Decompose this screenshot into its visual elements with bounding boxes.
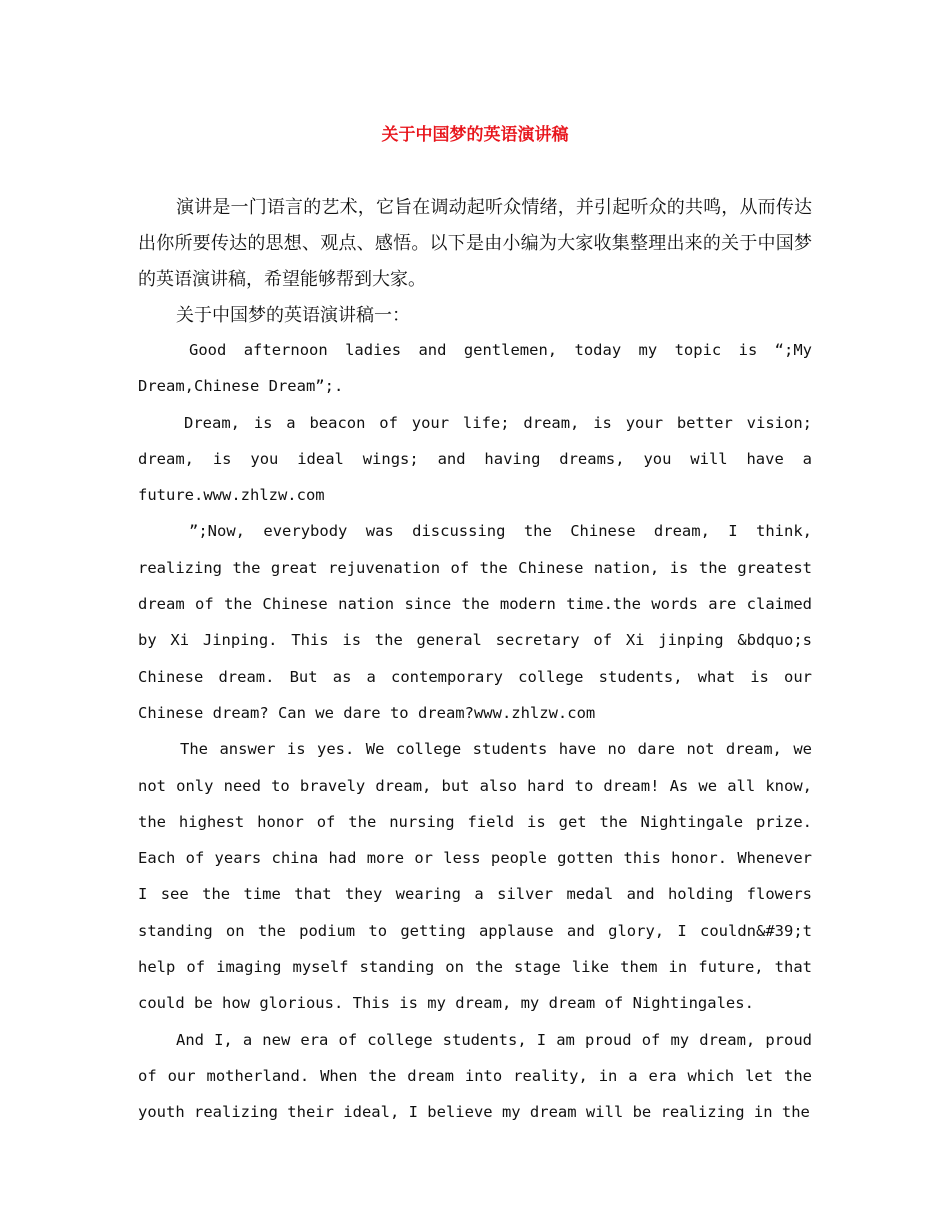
intro-paragraph: 演讲是一门语言的艺术，它旨在调动起听众情绪，并引起听众的共鸣，从而传达出你所要传达的思想、观点、感悟。以下是由小编为大家收集整理出来的关于中国梦的英语演讲稿，希望能够帮到大家。 [138,197,812,290]
speech-paragraph-4: The answer is yes. We college students have no dare not dream, we not only need to bravely dream, but also hard to dream! As we all know, the highest honor of the nursing field is get the Nightingale prize. Each of years china had more or less people gotten this honor. Whenever I see the time that they wearing a silver medal and holding flowers standing on the podium to getting applause and glory, I couldn&#39;t help of imaging myself standing on the stage like them in future, that could be how glorious. This is my dream, my dream of Nightingales. [138,740,812,1013]
speech-paragraph-3: ”;Now, everybody was discussing the Chinese dream, I think, realizing the great rejuvenation of the Chinese nation, is the greatest dream of the Chinese nation since the modern time.the words are claimed by Xi Jinping. This is the general secretary of Xi jinping &bdquo;s Chinese dream. But as a contemporary college students, what is our Chinese dream? Can we dare to dream?www.zhlzw.com [138,522,812,722]
document-title: 关于中国梦的英语演讲稿 [381,125,569,145]
speech-paragraph-2: Dream, is a beacon of your life; dream, is your better vision; dream, is you ideal wings; and having dreams, you will have a future.www.zhlzw.com [138,413,812,505]
section-heading: 关于中国梦的英语演讲稿一： [176,305,410,326]
document-body [138,190,812,1131]
speech-paragraph-1: Good afternoon ladies and gentlemen, today my topic is “;My Dream,Chinese Dream”;. [138,341,812,396]
speech-paragraph-5: And I, a new era of college students, I am proud of my dream, proud of our motherland. When the dream into reality, in a era which let the youth realizing their ideal, I believe my dream will be realizing in the [138,1030,812,1122]
